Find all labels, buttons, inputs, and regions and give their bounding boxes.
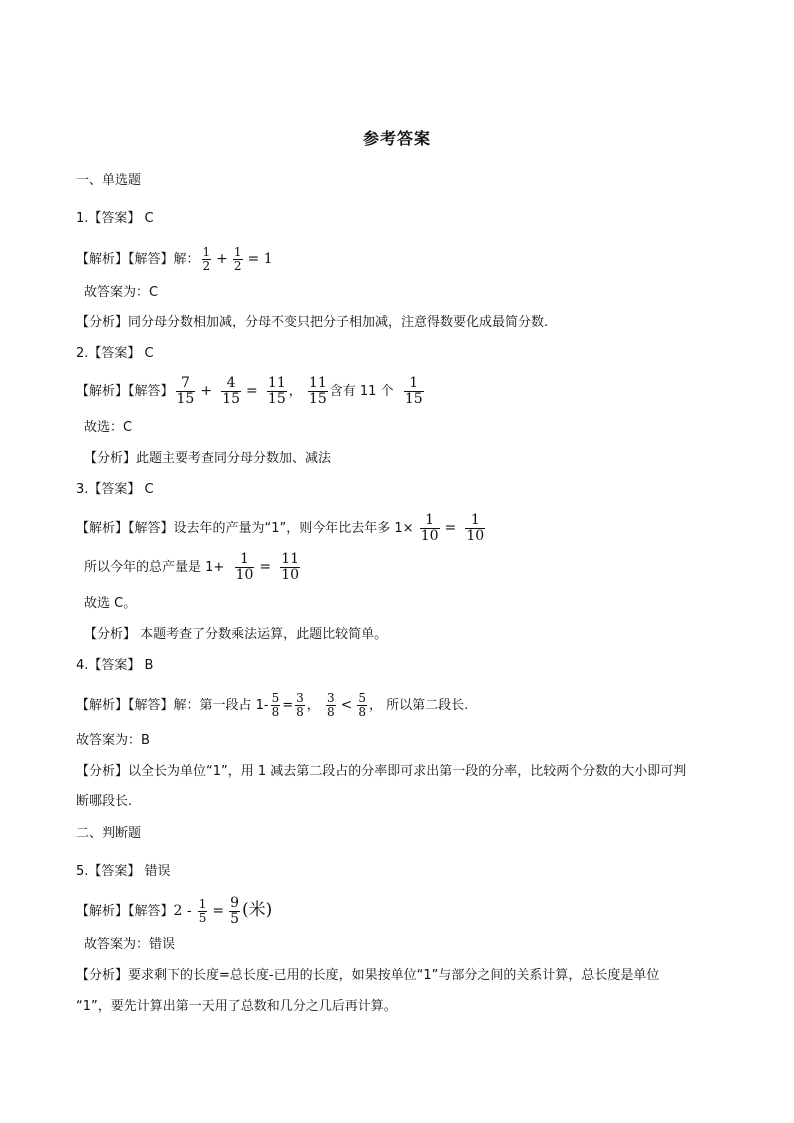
q3-analysis: 【解析】【解答】设去年的产量为“1”，则今年比去年多 1× $\frac{1}{10}$ = $\frac{1}{10}$: [76, 512, 485, 544]
q4-explanation-line2: 断哪段长.: [76, 794, 133, 809]
q2-fraction-d: $\frac{11}{15}$: [308, 375, 327, 407]
q3-fraction-d: $\frac{11}{10}$: [281, 551, 300, 583]
q4-analysis: 【解析】【解答】解：第一段占 1- $\frac{5}{8}$ = $\frac{3}{8}$ ， $\frac{3}{8}$ < $\frac{5}{8}$ ， 所以第二段长.: [76, 691, 469, 719]
q3-analysis-label: 【解析】【解答】设去年的产量为“1”，则今年比去年多 1×: [76, 521, 414, 536]
q2-fraction-a: $\frac{7}{15}$: [176, 375, 195, 407]
q3-total: 所以今年的总产量是 1+ $\frac{1}{10}$ = $\frac{11}{10}$: [84, 551, 300, 583]
q4-answer: 4.【答案】 B: [76, 658, 154, 673]
q4-analysis-label: 【解析】【解答】解：第一段占 1-: [76, 698, 269, 713]
q3-explanation: 【分析】 本题考查了分数乘法运算，此题比较简单。: [84, 627, 388, 642]
q4-explanation-line1: 【分析】以全长为单位“1”，用 1 减去第二段占的分率即可求出第一段的分率，比较两个分数的大小即可判: [76, 764, 687, 779]
q2-analysis: 【解析】【解答】 $\frac{7}{15}$ + $\frac{4}{15}$ = $\frac{11}{15}$ ， $\frac{11}{15}$ 含有 11 个 $\frac{1}{15}$: [76, 375, 423, 407]
q2-answer: 2.【答案】 C: [76, 346, 154, 361]
q2-fraction-b: $\frac{4}{15}$: [222, 375, 241, 407]
q1-analysis: [76, 245, 276, 274]
q2-fraction-e: $\frac{1}{15}$: [404, 375, 423, 407]
section-heading-true-false: 二、判断题: [76, 826, 142, 841]
q3-total-label: 所以今年的总产量是 1+: [84, 560, 225, 575]
plus-sign: +: [216, 251, 228, 267]
q5-fraction-a: $\frac{1}{5}$: [198, 897, 207, 925]
q3-answer: 3.【答案】 C: [76, 482, 154, 497]
q3-fraction-a: $\frac{1}{10}$: [420, 512, 439, 544]
q5-fraction-b: $\frac{9}{5}$: [230, 895, 240, 927]
q3-fraction-c: $\frac{1}{10}$: [235, 551, 254, 583]
q2-conclusion: 故选：C: [84, 420, 133, 435]
q5-analysis: 【解析】【解答】2 - $\frac{1}{5}$ = $\frac{9}{5}$ (米): [76, 895, 273, 927]
q2-explanation: 【分析】此题主要考查同分母分数加、减法: [84, 451, 332, 466]
q2-analysis-label: 【解析】【解答】: [76, 384, 174, 399]
q4-conclusion: 故答案为：B: [76, 733, 150, 748]
q1-analysis-label: 【解析】【解答】解：: [76, 252, 200, 267]
q1-answer: 1.【答案】 C: [76, 211, 154, 226]
q1-result: = 1: [247, 251, 273, 267]
section-heading-single-choice: 一、单选题: [76, 173, 142, 188]
q1-explanation: 【分析】同分母分数相加减，分母不变只把分子相加减，注意得数要化成最简分数.: [76, 315, 549, 330]
q4-fraction-b: $\frac{3}{8}$: [296, 691, 304, 719]
q1-fraction-1: $\frac{1}{2}$: [202, 245, 211, 273]
q5-explanation-line1: 【分析】要求剩下的长度=总长度-已用的长度，如果按单位“1”与部分之间的关系计算，总长度是单位: [76, 968, 660, 983]
q5-answer: 5.【答案】 错误: [76, 864, 171, 879]
q4-fraction-d: $\frac{5}{8}$: [358, 691, 366, 719]
page-title: 参考答案: [362, 129, 431, 148]
q3-fraction-b: $\frac{1}{10}$: [466, 512, 485, 544]
q1-conclusion: 故答案为：C: [84, 285, 159, 300]
q2-fraction-c: $\frac{11}{15}$: [267, 375, 286, 407]
q5-conclusion: 故答案为：错误: [84, 937, 176, 952]
q1-fraction-2: $\frac{1}{2}$: [233, 245, 242, 273]
q5-unit: (米): [242, 900, 273, 920]
q4-fraction-c: $\frac{3}{8}$: [326, 691, 335, 719]
q4-fraction-a: $\frac{5}{8}$: [271, 691, 280, 719]
q5-explanation-line2: “1”，要先计算出第一天用了总数和几分之几后再计算。: [76, 999, 397, 1014]
q3-conclusion: 故选 C。: [84, 596, 137, 611]
q5-analysis-label: 【解析】【解答】: [76, 904, 174, 919]
